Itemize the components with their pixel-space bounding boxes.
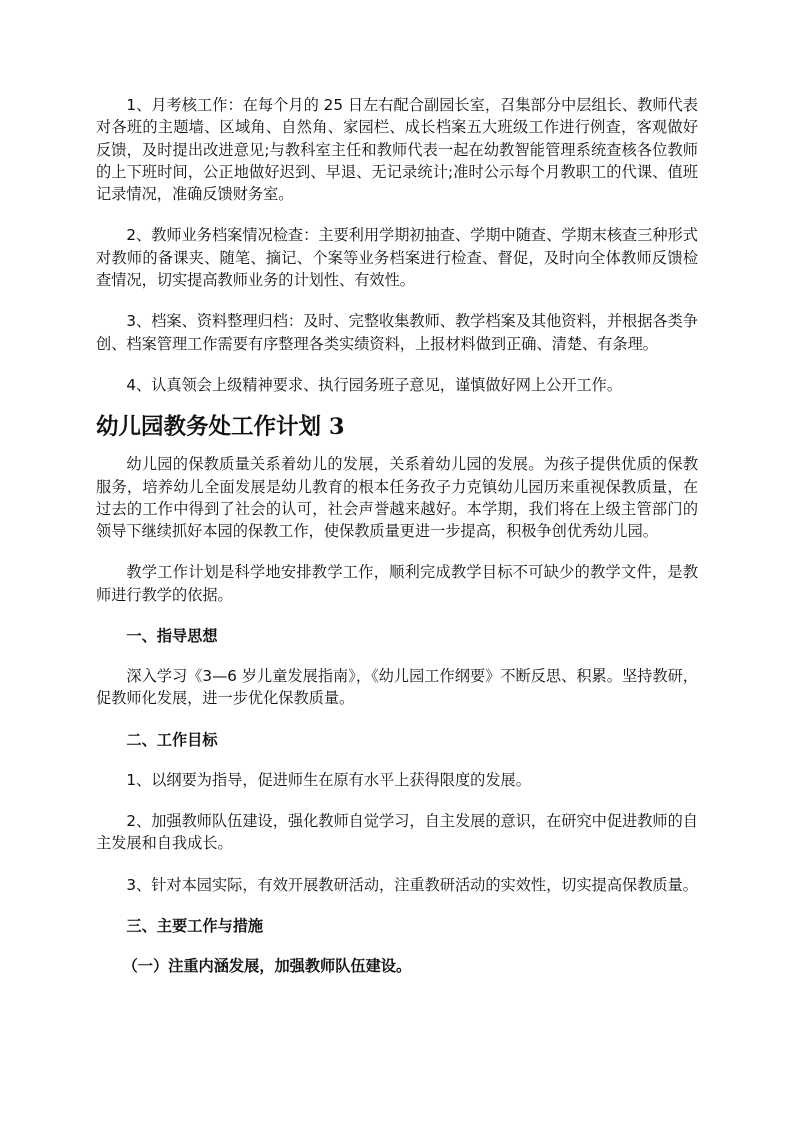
monthly-check-paragraph: 1、月考核工作：在每个月的 25 日左右配合副园长室，召集部分中层组长、教师代表对各班的主题墙、区域角、自然角、家园栏、成长档案五大班级工作进行例查，客观做好反馈，及时提出改进意见;与教科室主任和教师代表一起在幼教智能管理系统查核各位教师的上下班时间，公正地做好迟到、早退、无记录统计;准时公示每个月教职工的代课、值班记录情况，准确反馈财务室。 <box>96 96 698 204</box>
intro-paragraph: 幼儿园的保教质量关系着幼儿的发展，关系着幼儿园的发展。为孩子提供优质的保教服务，培养幼儿全面发展是幼儿教育的根本任务孜子力克镇幼儿园历来重视保教质量，在过去的工作中得到了社会的认可，社会声誉越来越好。本学期，我们将在上级主管部门的领导下继续抓好本园的保教工作，使保教质量更进一步提高，积极争创优秀幼儿园。 <box>96 455 698 541</box>
guiding-ideology-heading: 一、指导思想 <box>126 627 218 646</box>
measure-sub-heading-1: （一）注重内涵发展，加强教师队伍建设。 <box>122 956 412 975</box>
main-measures-heading: 三、主要工作与措施 <box>126 916 264 935</box>
guiding-ideology-paragraph: 深入学习《3—6 岁儿童发展指南》，《幼儿园工作纲要》不断反思、积累。坚持教研，促教师化发展，进一步优化保教质量。 <box>96 667 698 708</box>
work-goals-heading: 二、工作目标 <box>126 730 218 749</box>
archive-filing-paragraph: 3、档案、资料整理归档：及时、完整收集教师、教学档案及其他资料，并根据各类争创、档案管理工作需要有序整理各类实绩资料，上报材料做到正确、清楚、有条理。 <box>96 312 698 353</box>
teacher-archive-check-paragraph: 2、教师业务档案情况检查：主要利用学期初抽查、学期中随查、学期末核查三种形式对教师的备课夹、随笔、摘记、个案等业务档案进行检查、督促，及时向全体教师反馈检查情况，切实提高教师业务的计划性、有效性。 <box>96 226 698 290</box>
goal-item-3: 3、针对本园实际，有效开展教研活动，注重教研活动的实效性，切实提高保教质量。 <box>126 875 698 894</box>
goal-item-2: 2、加强教师队伍建设，强化教师自觉学习，自主发展的意识，在研究中促进教师的自主发展和自我成长。 <box>96 811 698 853</box>
plan-3-title: 幼儿园教务处工作计划 3 <box>96 414 345 441</box>
plan-purpose-paragraph: 教学工作计划是科学地安排教学工作，顺利完成教学目标不可缺少的教学文件，是教师进行教学的依据。 <box>96 563 698 604</box>
goal-item-1: 1、以纲要为指导，促进师生在原有水平上获得限度的发展。 <box>126 770 531 789</box>
document-page <box>96 94 698 977</box>
online-publicity-paragraph: 4、认真领会上级精神要求、执行园务班子意见，谨慎做好网上公开工作。 <box>126 375 623 394</box>
